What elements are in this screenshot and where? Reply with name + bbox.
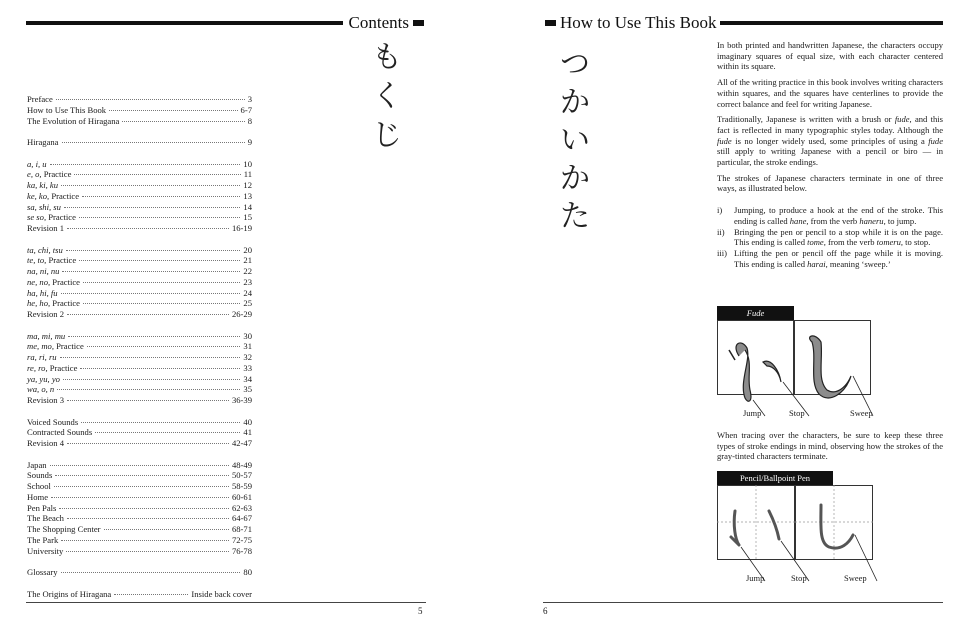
toc-entry-page: 72-75	[231, 534, 252, 545]
toc-entry-syllables: he, ho,	[27, 298, 51, 309]
toc-entry-label: ya, yu, yo	[27, 373, 60, 384]
toc-leader-dots	[68, 336, 240, 337]
term-fude: fude	[894, 114, 910, 125]
toc-entry-label: Hiragana	[27, 137, 59, 147]
kana-char: い	[560, 123, 590, 158]
toc-entry-page: 10	[243, 158, 252, 169]
page-title: Contents	[348, 13, 409, 32]
tracing-paragraph: When tracing over the characters, be sure to keep these three types of stroke endings in mind, observing how the strokes of the gray-tinted characters terminate.	[717, 430, 943, 462]
toc-entry-label: The Evolution of Hiragana	[27, 115, 120, 126]
page-number: 5	[418, 606, 423, 616]
toc-entry-syllables: ne, no,	[27, 276, 51, 287]
text-run: is no longer widely used, some principles of using a	[731, 135, 929, 146]
toc-entry-label: Contracted Sounds	[27, 427, 93, 438]
toc-entry-label: School	[27, 481, 51, 491]
toc-leader-dots	[60, 357, 241, 358]
footer-rule	[543, 602, 943, 603]
toc-entry	[27, 277, 252, 288]
toc-leader-dots	[82, 196, 240, 197]
toc-entry	[27, 223, 252, 234]
toc-entry	[27, 567, 252, 578]
text-run: Lifting the pen or pencil off the page while it is moving. This ending is called	[734, 247, 943, 269]
text-run: still apply to writing Japanese with a pencil or biro — in particular, the stroke endings.	[717, 146, 943, 168]
toc-leader-dots	[61, 185, 240, 186]
toc-entry	[27, 460, 252, 471]
stroke-ending-term: tome	[807, 237, 824, 248]
toc-entry	[27, 105, 252, 116]
kana-char: つ	[560, 47, 590, 82]
stroke-ending-text	[734, 227, 943, 248]
toc-leader-dots	[66, 551, 229, 552]
toc-entry-page: 80	[243, 567, 252, 577]
toc-entry-page: 60-61	[231, 491, 252, 502]
toc-entry	[27, 191, 252, 202]
toc-leader-dots	[62, 142, 245, 143]
toc-entry	[27, 255, 252, 266]
toc-entry-label: ma, mi, mu	[27, 330, 66, 341]
toc-leader-dots	[67, 443, 229, 444]
stroke-ending-text	[734, 205, 943, 226]
toc-entry	[27, 309, 252, 320]
toc-entry-page: 35	[243, 384, 252, 395]
toc-leader-dots	[79, 217, 240, 218]
toc-entry	[27, 245, 252, 256]
toc-entry-suffix: Practice	[46, 255, 77, 266]
toc-group-gap	[27, 556, 252, 567]
toc-entry-label: ha, hi, fu	[27, 287, 58, 298]
toc-leader-dots	[63, 379, 240, 380]
toc-entry-label	[27, 277, 80, 288]
toc-entry-label	[27, 191, 79, 202]
fude-tag	[717, 306, 794, 320]
toc-entry-syllables: me, mo,	[27, 341, 54, 352]
fude-tag-text: Fude	[746, 308, 765, 318]
header-bar	[720, 21, 943, 25]
toc-leader-dots	[61, 540, 229, 541]
toc-entry	[27, 535, 252, 546]
sweep-label: Sweep	[850, 408, 873, 418]
stop-label: Stop	[791, 573, 807, 583]
toc-entry	[27, 513, 252, 524]
toc-entry-page: 22	[243, 266, 252, 276]
toc-entry-page: 34	[243, 373, 252, 384]
text-run: , and this fact is reflected in many typographic styles today. Although the	[717, 114, 943, 135]
intro-paragraph: In both printed and handwritten Japanese, the characters occupy imaginary squares of equal size, with each character centered within its square.	[717, 40, 943, 72]
text-run: Jumping, to produce a hook at the end of the stroke. This ending is called	[734, 205, 943, 226]
toc-entry-page: 13	[243, 190, 252, 201]
toc-entry-label: Sounds	[27, 470, 53, 481]
sweep-label: Sweep	[844, 573, 867, 583]
toc-group-gap	[27, 234, 252, 245]
toc-entry-suffix: Practice	[47, 362, 78, 373]
toc-entry-label: Revision 1	[27, 223, 65, 233]
toc-entry-page: 26-29	[231, 309, 252, 319]
jump-label: Jump	[746, 573, 765, 583]
header-bar	[26, 21, 343, 25]
toc-entry-syllables: se so,	[27, 212, 47, 223]
page-title: How to Use This Book	[560, 13, 717, 32]
jump-label: Jump	[743, 408, 762, 418]
toc-entry	[27, 503, 252, 514]
toc-entry-label: The Origins of Hiragana	[27, 588, 112, 599]
toc-entry-page: 48-49	[231, 459, 252, 470]
toc-entry-label	[27, 212, 76, 223]
contents-header	[26, 13, 424, 33]
toc-entry-syllables: te, to,	[27, 255, 47, 266]
stroke-ending-term: harai	[807, 258, 826, 269]
toc-entry	[27, 546, 252, 557]
footer-rule	[26, 602, 426, 603]
toc-entry-page: 21	[243, 255, 252, 266]
stroke-ending-text	[734, 248, 943, 269]
toc-leader-dots	[83, 303, 240, 304]
toc-leader-dots	[61, 293, 241, 294]
stroke-ending-term: hane	[789, 215, 807, 226]
toc-leader-dots	[61, 572, 241, 573]
toc-entry-label	[27, 298, 80, 309]
stroke-ending-verb: haneru	[859, 215, 884, 226]
toc-entry	[27, 492, 252, 503]
toc-entry-syllables: e, o,	[27, 169, 42, 180]
toc-group-gap	[27, 320, 252, 331]
toc-entry-page: 41	[243, 427, 252, 438]
toc-entry-page: 76-78	[231, 545, 252, 556]
toc-group-gap	[27, 148, 252, 159]
toc-leader-dots	[79, 260, 240, 261]
toc-entry	[27, 288, 252, 299]
text-run: , to jump.	[883, 215, 917, 226]
fude-paragraph	[717, 114, 943, 168]
toc-entry-suffix: Practice	[41, 169, 72, 180]
toc-entry-suffix: Practice	[50, 276, 80, 287]
toc-entry-label: Voiced Sounds	[27, 416, 79, 427]
toc-entry	[27, 470, 252, 481]
toc-entry	[27, 417, 252, 428]
toc-entry-label: Preface	[27, 94, 53, 104]
toc-entry	[27, 341, 252, 352]
toc-leader-dots	[59, 508, 229, 509]
kana-char: も	[372, 40, 402, 75]
toc-group-gap	[27, 578, 252, 589]
toc-leader-dots	[87, 346, 241, 347]
toc-entry-page: 42-47	[231, 438, 252, 448]
fude-figure	[717, 306, 892, 424]
toc-entry-label	[27, 255, 76, 266]
toc-entry	[27, 169, 252, 180]
toc-entry	[27, 94, 252, 105]
toc-entry-label: Revision 2	[27, 309, 65, 319]
toc-entry-label: How to Use This Book	[27, 104, 107, 115]
pencil-tag: Pencil/Ballpoint Pen	[717, 471, 833, 485]
toc-entry	[27, 266, 252, 277]
toc-entry-page: 58-59	[231, 481, 252, 491]
toc-leader-dots	[95, 432, 240, 433]
toc-entry-page: 30	[243, 330, 252, 341]
pencil-figure	[717, 471, 892, 589]
toc-entry	[27, 427, 252, 438]
toc-entry	[27, 212, 252, 223]
toc-entry	[27, 298, 252, 309]
text-run: , meaning ‘sweep.’	[825, 258, 891, 269]
toc-group-gap	[27, 126, 252, 137]
toc-entry	[27, 159, 252, 170]
toc-entry-label: a, i, u	[27, 158, 47, 169]
toc-entry-label: Revision 3	[27, 395, 65, 405]
toc-entry-suffix: Practice	[50, 298, 80, 309]
toc-entry-suffix: Practice	[53, 341, 84, 352]
toc-entry-label: ta, chi, tsu	[27, 244, 63, 255]
mokuji-vertical-kana	[372, 40, 402, 153]
term-fude: fude	[717, 135, 732, 146]
toc-entry-page: 24	[243, 287, 252, 298]
term-fude: fude	[928, 135, 943, 146]
toc-entry-label: The Shopping Center	[27, 524, 101, 534]
toc-entry-page: 68-71	[231, 524, 252, 534]
toc-entry-suffix: Practice	[46, 212, 76, 223]
toc-leader-dots	[83, 282, 240, 283]
toc-entry	[27, 363, 252, 374]
toc-entry-page: 36-39	[231, 395, 252, 405]
toc-leader-dots	[55, 475, 229, 476]
stroke-ending-number: i)	[717, 205, 723, 216]
toc-leader-dots	[50, 164, 241, 165]
toc-entry	[27, 481, 252, 492]
toc-leader-dots	[56, 99, 245, 100]
kana-char: じ	[372, 118, 402, 153]
toc-group-gap	[27, 406, 252, 417]
header-end-square	[545, 20, 556, 26]
stroke-ending-item	[717, 248, 943, 269]
stroke-endings-list	[717, 205, 943, 269]
toc-entry-page: 40	[243, 416, 252, 427]
toc-entry-page: 8	[247, 115, 252, 126]
stroke-ending-verb: tomeru	[876, 237, 901, 248]
toc-entry-label: wa, o, n	[27, 384, 55, 395]
toc-leader-dots	[54, 486, 229, 487]
toc-entry-page: 25	[243, 298, 252, 309]
toc-leader-dots	[67, 400, 229, 401]
header-end-square	[413, 20, 424, 26]
stroke-ending-item	[717, 227, 943, 248]
toc-entry-page: 3	[247, 94, 252, 104]
toc-entry-page: 12	[243, 180, 252, 190]
toc-leader-dots	[67, 518, 229, 519]
toc-entry	[27, 589, 252, 600]
toc-entry-page: 6-7	[240, 104, 252, 115]
kana-char: た	[560, 199, 590, 234]
toc-entry-syllables: ke, ko,	[27, 190, 50, 201]
toc-entry	[27, 374, 252, 385]
tsukaikata-vertical-kana	[560, 47, 590, 234]
text-run: , from the verb	[806, 215, 860, 226]
toc-entry-label: ka, ki, ku	[27, 180, 59, 190]
text-run: , to stop.	[900, 237, 931, 248]
toc-entry-page: 16-19	[231, 223, 252, 233]
how-to-use-header	[545, 13, 943, 33]
toc-entry-page: 31	[243, 341, 252, 352]
toc-entry-page: 14	[243, 201, 252, 212]
toc-entry-label: The Beach	[27, 513, 64, 524]
toc-entry-page: 32	[243, 352, 252, 362]
text-run: Traditionally, Japanese is written with a brush or	[717, 114, 895, 125]
toc-entry	[27, 331, 252, 342]
toc-entry	[27, 524, 252, 535]
page-number: 6	[543, 606, 548, 616]
toc-leader-dots	[81, 422, 240, 423]
toc-leader-dots	[62, 271, 240, 272]
toc-leader-dots	[104, 529, 229, 530]
toc-leader-dots	[50, 465, 229, 466]
toc-group-gap	[27, 449, 252, 460]
toc-leader-dots	[114, 594, 188, 595]
stroke-endings-paragraph: The strokes of Japanese characters terminate in one of three ways, as illustrated below.	[717, 172, 943, 194]
stroke-ending-item	[717, 205, 943, 226]
toc-entry-label: ra, ri, ru	[27, 352, 57, 362]
toc-entry-label: Pen Pals	[27, 502, 57, 513]
toc-leader-dots	[109, 110, 237, 111]
toc-entry-label: University	[27, 545, 64, 556]
toc-entry	[27, 438, 252, 449]
toc-leader-dots	[67, 228, 229, 229]
toc-entry-page: 50-57	[231, 470, 252, 481]
toc-entry-page: 23	[243, 276, 252, 287]
instructions-column	[717, 40, 943, 269]
toc-entry	[27, 384, 252, 395]
kana-char: か	[560, 85, 590, 120]
toc-entry-page: 64-67	[231, 513, 252, 524]
toc-entry-label	[27, 341, 84, 352]
toc-entry-label: The Park	[27, 534, 59, 545]
toc-entry-label: Japan	[27, 459, 47, 470]
toc-entry-label: Revision 4	[27, 438, 65, 448]
stroke-ending-number: iii)	[717, 247, 727, 258]
text-run: Bringing the pen or pencil to a stop while it is on the page. This ending is called	[734, 226, 943, 248]
toc-entry-syllables: re, ro,	[27, 362, 48, 373]
toc-leader-dots	[51, 497, 229, 498]
toc-leader-dots	[122, 121, 244, 122]
toc-leader-dots	[66, 250, 241, 251]
toc-leader-dots	[57, 389, 240, 390]
kana-char: か	[560, 161, 590, 196]
toc-entry-label: sa, shi, su	[27, 201, 61, 212]
squares-paragraph: All of the writing practice in this book involves writing characters within squares, and the squares have centerlines to provide the correct balance and feel for writing Japanese.	[717, 77, 943, 109]
toc-entry-page: Inside back cover	[191, 588, 252, 599]
table-of-contents	[27, 94, 252, 599]
toc-entry-label: Glossary	[27, 567, 58, 577]
toc-entry-page: 62-63	[231, 502, 252, 513]
toc-leader-dots	[74, 174, 240, 175]
stroke-ending-number: ii)	[717, 226, 725, 237]
toc-entry-page: 20	[243, 244, 252, 255]
toc-leader-dots	[64, 207, 241, 208]
toc-entry	[27, 395, 252, 406]
toc-entry-page: 9	[247, 137, 252, 147]
toc-entry-page: 11	[243, 169, 252, 180]
toc-entry-label	[27, 363, 77, 374]
toc-entry-label: Home	[27, 491, 49, 502]
text-run: , from the verb	[823, 237, 877, 248]
toc-entry	[27, 352, 252, 363]
stop-label: Stop	[789, 408, 805, 418]
toc-entry	[27, 137, 252, 148]
toc-entry-page: 15	[243, 212, 252, 223]
toc-leader-dots	[80, 368, 240, 369]
toc-leader-dots	[67, 314, 229, 315]
toc-entry-page: 33	[243, 362, 252, 373]
toc-entry-label: na, ni, nu	[27, 266, 60, 276]
toc-entry	[27, 202, 252, 213]
kana-char: く	[372, 79, 402, 114]
toc-entry-label	[27, 169, 71, 180]
toc-entry	[27, 180, 252, 191]
toc-entry	[27, 116, 252, 127]
toc-entry-suffix: Practice	[49, 190, 80, 201]
